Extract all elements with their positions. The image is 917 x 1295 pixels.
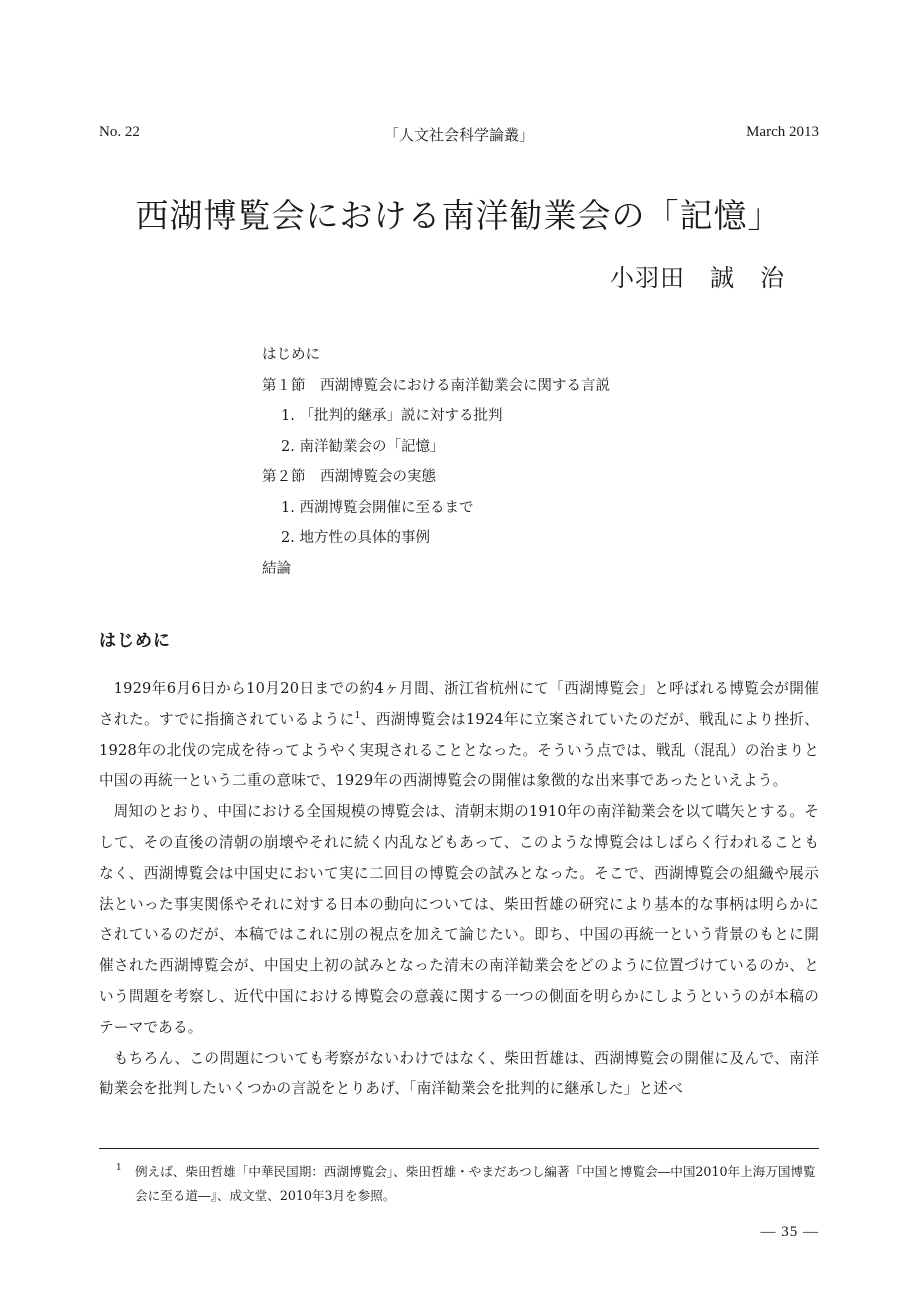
toc-item: 第１節 西湖博覧会における南洋勧業会に関する言説 [262,377,610,394]
toc-item: 1. 西湖博覧会開催に至るまで [281,499,474,516]
paragraph-1-part-b: 、西湖博覧会は1924年に立案されていたのだが、戦乱により挫折、1928年の北伐の完成を待ってようやく実現されることとなった。そういう点では、戦乱（混乱）の治まりと中国の再統一という二重の意味で、1929年の西湖博覧会の開催は象徴的な出来事であったといえよう。 [99,710,820,790]
toc-item: 結論 [262,560,291,577]
paper-title: 西湖博覧会における南洋勧業会の「記憶」 [135,196,782,235]
issue-number: No. 22 [99,124,140,140]
table-of-contents [262,344,610,588]
paragraph-1 [99,674,819,797]
toc-item: 2. 南洋勧業会の「記憶」 [281,438,445,455]
footnote-text: 例えば、柴田哲雄「中華民国期：西湖博覧会」、柴田哲雄・やまだあつし編著『中国と博覧会―中国2010年上海万国博覧会に至る道―』、成文堂、2010年3月を参照。 [135,1164,816,1203]
body-text [99,674,819,1105]
journal-name: 「人文社会科学論叢」 [383,128,534,144]
footnote-divider [99,1148,819,1149]
issue-date: March 2013 [746,124,819,140]
paragraph-1-part-a: 1929年6月6日から10月20日までの約4ヶ月間、浙江省杭州にて「西湖博覧会」と呼ばれる博覧会が開催された。すでに指摘されているように [99,680,819,728]
footnote [99,1160,819,1208]
page-number: — 35 — [760,1224,819,1240]
paragraph-3: もちろん、この問題についても考察がないわけではなく、柴田哲雄は、西湖博覧会の開催に及んで、南洋勧業会を批判したいくつかの言説をとりあげ、「南洋勧業会を批判的に継承した」と述べ [99,1049,819,1098]
running-header [99,124,819,150]
footnote-mark: 1 [116,1163,122,1173]
toc-item: はじめに [262,347,320,363]
footnote-reference: 1 [354,710,361,721]
section-heading: はじめに [99,631,171,651]
toc-item: 1. 「批判的継承」説に対する批判 [281,408,503,424]
author-name: 小羽田 誠 治 [610,264,785,292]
toc-item: 第２節 西湖博覧会の実態 [262,469,436,485]
toc-item: 2. 地方性の具体的事例 [281,530,430,546]
paragraph-2: 周知のとおり、中国における全国規模の博覧会は、清朝末期の1910年の南洋勧業会を以て嚆矢とする。そして、その直後の清朝の崩壊やそれに続く内乱などもあって、このような博覧会はしばらく行われることもなく、西湖博覧会は中国史において実に二回目の博覧会の試みとなった。そこで、西湖博覧会の組織や展示法といった事実関係やそれに対する日本の動向については、柴田哲雄の研究により基本的な事柄は明らかにされているのだが、本稿ではこれに別の視点を加えて論じたい。即ち、中国の再統一という背景のもとに開催された西湖博覧会が、中国史上初の試みとなった清末の南洋勧業会をどのように位置づけているのか、という問題を考察し、近代中国における博覧会の意義に関する一つの側面を明らかにしようというのが本稿のテーマである。 [99,803,819,1036]
